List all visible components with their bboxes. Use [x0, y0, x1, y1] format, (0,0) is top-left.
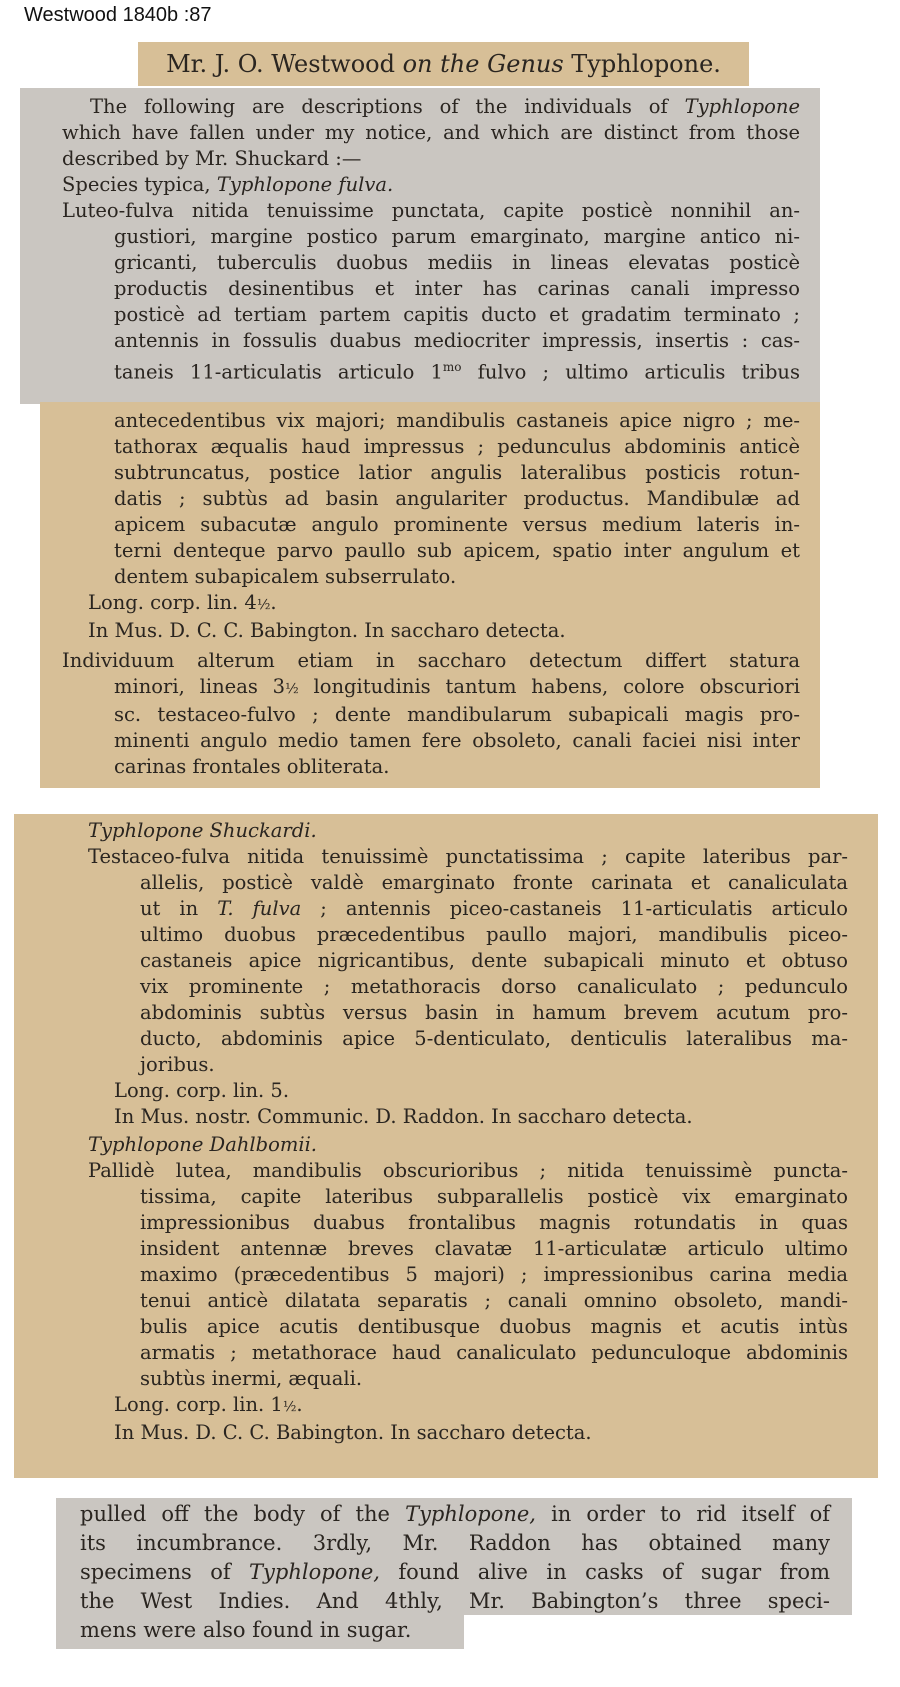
text-line: vix prominente ; metathoracis dorso canaliculato ; pedunculo: [140, 975, 848, 998]
text-line: Luteo-fulva nitida tenuissime punctata, capite posticè nonnihil an-: [62, 199, 800, 222]
text-line: armatis ; metathorace haud canaliculato pedunculoque abdominis: [140, 1341, 848, 1364]
species-heading: Typhlopone Shuckardi.: [88, 819, 317, 842]
clipping-intro: [20, 88, 820, 404]
text-line: which have fallen under my notice, and which are distinct from those: [62, 121, 800, 144]
text-line: subtùs inermi, æquali.: [140, 1367, 363, 1390]
text-line: tissima, capite lateribus subparallelis posticè vix emarginato: [140, 1185, 848, 1208]
text-line: productis desinentibus et inter has carinas canali impresso: [114, 277, 800, 300]
text-line: gricanti, tuberculis duobus mediis in lineas elevatas posticè: [114, 251, 800, 274]
text-line: carinas frontales obliterata.: [114, 755, 390, 778]
clipping-edge: [464, 1615, 864, 1655]
text-line: datis ; subtùs ad basin angulariter productus. Mandibulæ ad: [114, 487, 800, 510]
body-length: Long. corp. lin. 4½.: [88, 591, 277, 614]
collection-note: In Mus. D. C. C. Babington. In saccharo detecta.: [88, 619, 566, 642]
running-title: Mr. J. O. Westwood on the Genus Typhlopone.: [166, 50, 721, 78]
text-line: antennis in fossulis duabus mediocriter impressis, insertis : cas-: [114, 329, 800, 352]
text-line: gustiori, margine postico parum emarginato, margine antico ni-: [114, 225, 800, 248]
text-line: The following are descriptions of the individuals of Typhlopone: [90, 95, 800, 118]
species-heading: Species typica, Typhlopone fulva.: [62, 173, 394, 196]
text-line: ut in T. fulva ; antennis piceo-castaneis 11-articulatis articulo: [140, 897, 848, 920]
text-line: dentem subapicalem subserrulato.: [114, 565, 457, 588]
text-line: described by Mr. Shuckard :—: [62, 147, 362, 170]
text-line: ducto, abdominis apice 5-denticulato, denticulis lateralibus ma-: [140, 1027, 848, 1050]
text-line: minenti angulo medio tamen fere obsoleto, canali faciei nisi inter: [114, 729, 800, 752]
text-line: Pallidè lutea, mandibulis obscurioribus ; nitida tenuissimè puncta-: [88, 1159, 848, 1182]
text-line: ultimo duobus præcedentibus paullo majori, mandibulis piceo-: [140, 923, 848, 946]
header-clipping: [138, 42, 749, 86]
text-line: taneis 11-articulatis articulo $1^{mo}$ fulvo ; ultimo articulis tribus: [114, 360, 800, 384]
text-line: Individuum alterum etiam in saccharo detectum differt statura: [62, 649, 800, 672]
text-line: terni denteque parvo paullo sub apicem, spatio inter angulum et: [114, 539, 800, 562]
text-line: minori, lineas 3½ longitudinis tantum habens, colore obscuriori: [114, 675, 801, 698]
collection-note: In Mus. D. C. C. Babington. In saccharo detecta.: [114, 1421, 592, 1444]
species-heading: Typhlopone Dahlbomii.: [88, 1133, 318, 1156]
text-line: joribus.: [140, 1053, 215, 1076]
text-line: bulis apice acutis dentibusque duobus magnis et acutis intùs: [140, 1315, 848, 1338]
text-line: maximo (præcedentibus 5 majori) ; impressionibus carina media: [140, 1263, 848, 1286]
text-line: abdominis subtùs versus basin in hamum brevem acutum pro-: [140, 1001, 848, 1024]
text-line: tathorax æqualis haud impressus ; pedunculus abdominis anticè: [114, 435, 800, 458]
text-line: antecedentibus vix majori; mandibulis castaneis apice nigro ; me-: [114, 409, 800, 432]
text-line: the West Indies. And 4thly, Mr. Babington’s three speci-: [80, 1589, 830, 1613]
text-line: impressionibus duabus frontalibus magnis rotundatis in quas: [140, 1211, 848, 1234]
text-line: castaneis apice nigricantibus, dente subapicali minuto et obtuso: [140, 949, 848, 972]
text-line: subtruncatus, postice latior angulis lateralibus posticis rotun-: [114, 461, 800, 484]
page-label: Westwood 1840b :87: [24, 4, 212, 26]
text-line: posticè ad tertiam partem capitis ducto et gradatim terminato ;: [114, 303, 800, 326]
text-line: pulled off the body of the Typhlopone, in order to rid itself of: [80, 1502, 830, 1526]
clipping-species: [14, 814, 878, 1478]
body-length: Long. corp. lin. 5.: [114, 1079, 290, 1102]
text-line: apicem subacutæ angulo prominente versus medium lateris in-: [114, 513, 800, 536]
text-line: its incumbrance. 3rdly, Mr. Raddon has obtained many: [80, 1531, 830, 1555]
body-length: Long. corp. lin. 1½.: [114, 1393, 303, 1416]
clipping-description: [40, 402, 820, 788]
text-line: tenui anticè dilatata separatis ; canali omnino obsoleto, mandi-: [140, 1289, 848, 1312]
text-line: Testaceo-fulva nitida tenuissimè punctatissima ; capite lateribus par-: [88, 845, 848, 868]
text-line: allelis, posticè valdè emarginato fronte carinata et canaliculata: [140, 871, 848, 894]
text-line: mens were also found in sugar.: [80, 1618, 412, 1642]
text-line: insident antennæ breves clavatæ 11-articulatæ articulo ultimo: [140, 1237, 848, 1260]
text-line: specimens of Typhlopone, found alive in casks of sugar from: [80, 1560, 830, 1584]
text-line: sc. testaceo-fulvo ; dente mandibularum subapicali magis pro-: [114, 703, 800, 726]
collection-note: In Mus. nostr. Communic. D. Raddon. In saccharo detecta.: [114, 1105, 693, 1128]
